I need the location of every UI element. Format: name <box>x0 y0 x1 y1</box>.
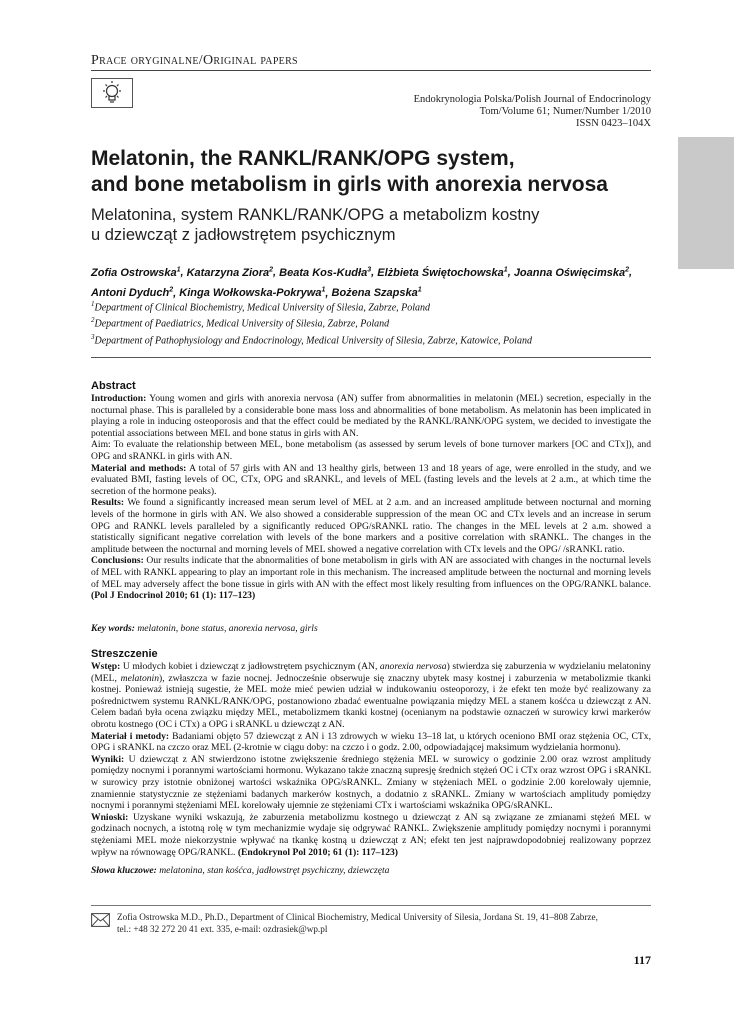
citation-pl: (Endokrynol Pol 2010; 61 (1): 117–123) <box>237 846 398 858</box>
author-affiliation-mark: 3 <box>367 266 372 273</box>
title-english-line1: Melatonin, the RANKL/RANK/OPG system, <box>91 147 515 170</box>
author-affiliation-mark: 1 <box>417 286 422 294</box>
page-number: 117 <box>633 953 651 967</box>
author-name: Zofia Ostrowska$^1$ <box>91 266 181 279</box>
keywords-pl-label: Słowa kluczowe: <box>91 865 157 876</box>
divider <box>91 357 651 358</box>
affiliation-number: 2 <box>91 316 95 325</box>
wstep-label: Wstęp: <box>91 661 121 672</box>
wstep-text-a: U młodych kobiet i dziewcząt z jadłowstrętem psychicznym (AN, <box>122 661 378 672</box>
wstep-text-e: ), zwłaszcza w fazie nocnej. Jednocześnie obserwuje się znaczny ubytek masy kostnej i zaburzenia w metabolizmie tkanki kostnej. Ponieważ istnieją sugestie, że MEL może mieć pewien udział w indukowaniu osteoporozy, i że efekt ten może być realizowany za pośrednictwem systemu RANKL/RANK/OPG, postanowiono zbadać ewentualne powiązania między MEL a stanem kośćca u dziewcząt z AN. Celem badań była ocena związku między MEL, metabolizmem tkanki kostnej (ocenianym na podstawie oznaczeń w surowicy krwi markerów obrotu kostnego (OC i CTx) a OPG i sRANKL u dziewcząt z AN. <box>91 672 651 730</box>
affiliation: $^2$Department of Paediatrics, Medical University of Silesia, Zabrze, Poland <box>91 316 390 330</box>
author-name: Elżbieta Świętochowska$^1$ <box>377 266 508 279</box>
authors: Zofia Ostrowska$^1$, Katarzyna Ziora$^2$, Beata Kos-Kudła$^3$, Elżbieta Świętochowska$^1$, Joanna Oświęcimska$^2$, Antoni Dyduch$^2$, Kinga Wołkowska-Pokrywa$^1$, Bożena Szapska$^1$ <box>91 266 633 300</box>
keywords-pl-text: melatonina, stan kośćca, jadłowstręt psychiczny, dziewczęta <box>159 865 390 876</box>
title-english <box>91 146 661 198</box>
abstract-heading: Abstract <box>91 380 136 392</box>
keywords-polish <box>91 865 651 876</box>
affiliations <box>91 298 661 347</box>
author-name: Kinga Wołkowska-Pokrywa$^1$ <box>179 286 326 300</box>
affiliation: $^3$Department of Pathophysiology and Endocrinology, Medical University of Silesia, Zabrze, Katowice, Poland <box>91 332 532 346</box>
affiliation-number: 3 <box>91 332 95 341</box>
keywords-en-label: Key words: <box>91 623 135 634</box>
author-affiliation-mark: 2 <box>269 266 274 273</box>
aim-text: Aim: To evaluate the relationship between MEL, bone metabolism (as assessed by serum levels of bone turnover markers [OC and CTx]), and OPG and sRANKL in girls with AN. <box>91 439 651 462</box>
wyniki-text: U dziewcząt z AN stwierdzono istotne zwiększenie średniego stężenia MEL w surowicy o godzinie 2.00 oraz wzrost amplitudy pomiędzy nocnymi i porannymi wartościami hormonu. Wykazano także znaczną supresję średnich stężeń OC i CTx oraz wzrost OPG i sRANKL w surowicy przy istotnie obniżonej wartości wskaźnika OPG/sRANKL. Zmiany w stężeniach MEL o godzinie 2.00 korelowały ujemnie, znamiennie statystycznie ze stężeniami badanych markerów kostnych, a dodatnio z sRANKL. Zmiany w wartościach amplitudy pomiędzy nocnymi i porannymi stężeniami MEL korelowały ujemnie ze stężeniami CTx i wartościami wskaźnika OPG/sRANKL. <box>91 753 651 812</box>
results-text: We found a significantly increased mean serum level of MEL at 2 a.m. and an increased amplitude between nocturnal and morning levels of the hormone in girls with AN. We also showed a considerable suppression of the mean OC and CTx levels and an increase in serum OPG and RANKL levels paralleled by a significantly reduced OPG/sRANKL ratio. The changes in the MEL levels at 2 a.m. showed a statistically significant negative correlation with levels of the bone markers and a positive correlation with sRANKL. The changes in the amplitude between the nocturnal and morning levels of MEL showed a negative correlation with CTx levels and the OPG/ /sRANKL ratio. <box>91 497 651 555</box>
streszczenie-heading: Streszczenie <box>91 648 158 660</box>
wyniki-label: Wyniki: <box>91 753 125 765</box>
journal-volume: Tom/Volume 61; Numer/Number 1/2010 <box>479 106 651 117</box>
title-english-line2: and bone metabolism in girls with anorexia nervosa <box>91 173 608 196</box>
section-header: Prace oryginalne/Original papers <box>91 53 298 68</box>
envelope-icon <box>91 913 110 927</box>
methods-text: A total of 57 girls with AN and 13 healthy girls, between 13 and 18 years of age, were enrolled in the study, and we evaluated BMI, fasting levels of OC, CTx, OPG and sRANKL, and levels of MEL (fasting levels and the levels at 2 a.m., at which time the secretion of the hormone peaks). <box>91 462 652 497</box>
author-name: Katarzyna Ziora$^2$ <box>186 266 274 279</box>
journal-issn: ISSN 0423–104X <box>576 118 651 129</box>
streszczenie <box>91 661 651 858</box>
conclusions-label: Conclusions: <box>91 555 144 567</box>
author-affiliation-mark: 2 <box>169 286 174 294</box>
keywords-en-text: melatonin, bone status, anorexia nervosa, girls <box>137 623 318 634</box>
wstep-text-c: ) stwierdza się zaburzenia w wydzielaniu melatoniny (MEL, <box>91 661 651 684</box>
wstep-text-b: anorexia nervosa <box>379 661 447 672</box>
footer-divider <box>91 905 651 906</box>
conclusions-text: Our results indicate that the abnormalities of bone metabolism in girls with AN are associated with changes in the nocturnal levels of MEL with RANKL appearing to play an important role in this mechanism. The increased amplitude between the nocturnal and morning levels of MEL may adversely affect the bone tissue in girls with AN with the effect most likely resulting from influences on the OPG/RANKL balance. <box>91 555 651 590</box>
metody-text: Badaniami objęto 57 dziewcząt z AN i 13 zdrowych w wieku 13–18 lat, u których oceniono BMI oraz stężenia OC, CTx, OPG i sRANKL na czczo oraz MEL (2-krotnie w ciągu doby: na czczo i o godz. 2.00, odpowiadającej maksimum wydzielania hormonu). <box>91 730 651 754</box>
intro-text: Young women and girls with anorexia nervosa (AN) suffer from abnormalities in melatonin (MEL) secretion, especially in the nocturnal phase. This is paralleled by a considerable bone mass loss and abnormalities of bone metabolism. As melatonin has been implicated in playing a role in inducing osteoporosis and that the effect could be mediated by the RANKL/RANK/OPG system, we decided to investigate the potential associations between MEL and bone status in girls with AN. <box>91 393 652 439</box>
author-affiliation-mark: 1 <box>321 286 326 294</box>
results-label: Results: <box>91 497 125 509</box>
intro-label: Introduction: <box>91 393 147 404</box>
title-polish-line1: Melatonina, system RANKL/RANK/OPG a metabolizm kostny <box>91 206 540 224</box>
correspondence-line2: tel.: +48 32 272 20 41 ext. 335, e-mail: ozdrasiek@wp.pl <box>117 923 328 934</box>
author-affiliation-mark: 1 <box>503 266 508 273</box>
citation-en: (Pol J Endocrinol 2010; 61 (1): 117–123) <box>91 590 256 602</box>
author-affiliation-mark: 1 <box>176 266 181 273</box>
author-name: Joanna Oświęcimska$^2$ <box>513 266 629 279</box>
title-polish <box>91 205 661 245</box>
header-rule <box>91 70 651 71</box>
correspondence-line1: Zofia Ostrowska M.D., Ph.D., Department of Clinical Biochemistry, Medical University of Silesia, Jordana St. 19, 41–808 Zabrze, <box>117 912 598 922</box>
methods-label: Material and methods: <box>91 462 187 474</box>
affiliation-number: 1 <box>91 300 95 308</box>
metody-label: Materiał i metody: <box>91 730 170 742</box>
title-polish-line2: u dziewcząt z jadłowstrętem psychicznym <box>91 226 396 244</box>
abstract <box>91 393 651 602</box>
keywords-english <box>91 623 651 634</box>
author-name: Beata Kos-Kudła$^3$ <box>279 266 372 279</box>
correspondence <box>117 912 637 935</box>
affiliation: $^1$Department of Clinical Biochemistry, Medical University of Silesia, Zabrze, Poland <box>91 300 431 314</box>
author-name: Antoni Dyduch$^2$ <box>91 286 174 300</box>
wnioski-label: Wnioski: <box>91 811 129 823</box>
lightbulb-icon <box>91 78 133 108</box>
author-affiliation-mark: 2 <box>625 266 629 273</box>
wstep-text-d: melatonin <box>120 672 160 684</box>
wnioski-text: Uzyskane wyniki wskazują, że zaburzenia metabolizmu kostnego u dziewcząt z AN są związane ze zmianami stężeń MEL w godzinach nocnych, a istotną rolę w tym mechanizmie wydaje się odgrywać RANKL. Zwiększenie amplitudy pomiędzy nocnymi i porannymi stężeniami MEL może niekorzystnie wpływać na tkankę kostną u dziewcząt z AN; efekt ten jest najprawdopodobniej realizowany poprzez wpływ na równowagę OPG/RANKL. <box>91 811 651 858</box>
side-tab <box>678 137 734 269</box>
author-name: Bożena Szapska$^1$ <box>331 286 422 300</box>
journal-name: Endokrynologia Polska/Polish Journal of Endocrinology <box>413 94 651 105</box>
journal-info <box>414 94 651 130</box>
